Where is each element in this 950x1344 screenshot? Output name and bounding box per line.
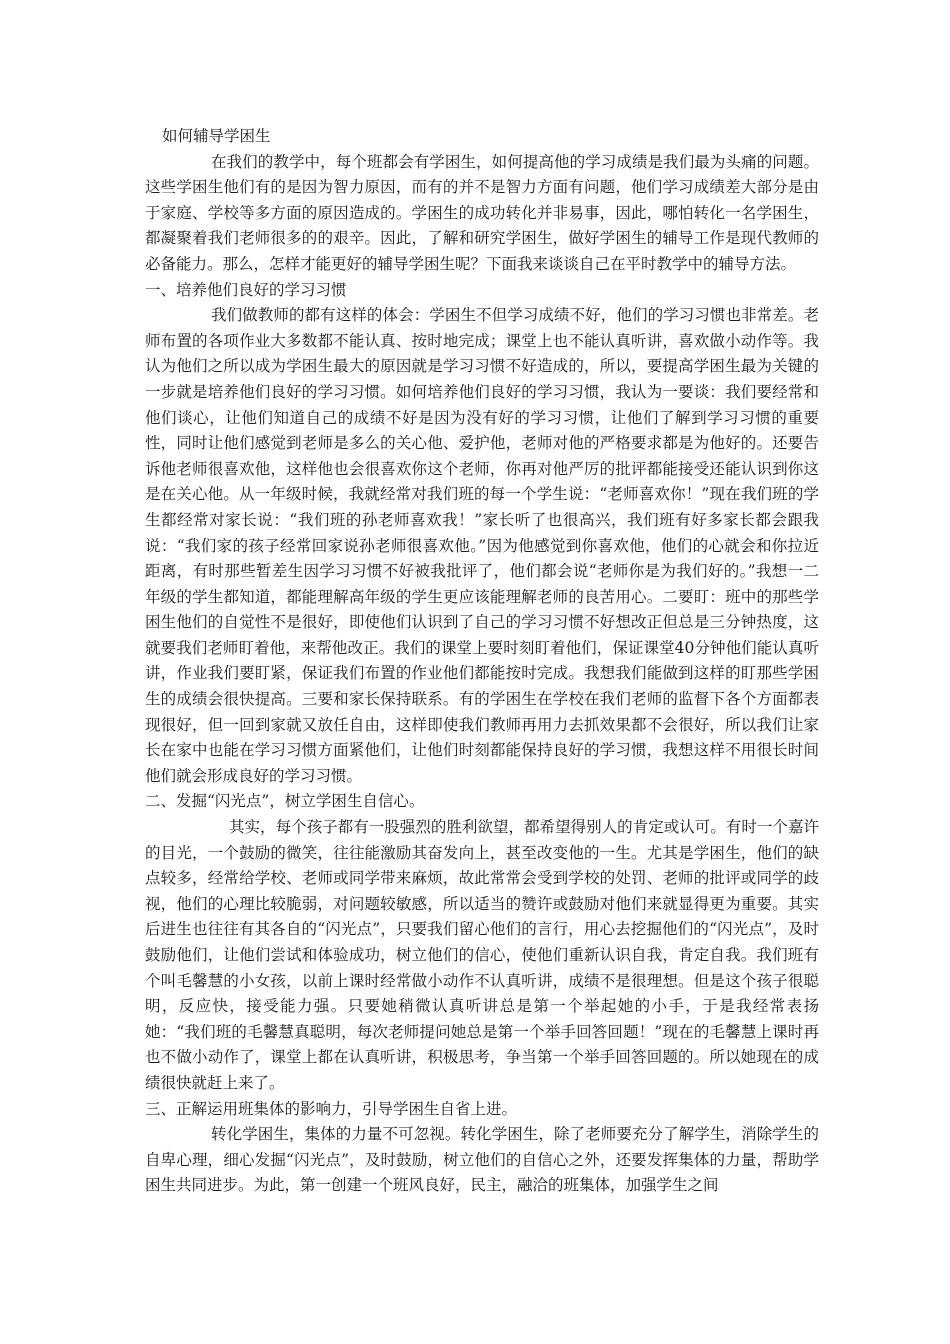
section-1-heading: 一、培养他们良好的学习习惯: [145, 280, 347, 299]
section-3-heading: 三、正解运用班集体的影响力，引导学困生自省上进。: [145, 1099, 518, 1118]
section-2-body: 其实，每个孩子都有一股强烈的胜利欲望，都希望得别人的肯定或认可。有时一个嘉许的目光，一个鼓励的微笑，往往能激励其奋发向上，甚至改变他的一生。尤其是学困生，他们的缺点较多，经常给学校、老师或同学带来麻烦，故此常常会受到学校的处罚、老师的批评或同学的歧视，他们的心理比较脆弱，对问题较敏感，所以适当的赞许或鼓励对他们来就显得更为重要。其实后进生也往往有其各自的“闪光点”，只要我们留心他们的言行，用心去挖掘他们的“闪光点”，及时鼓励他们，让他们尝试和体验成功，树立他们的信心，使他们重新认识自我，肯定自我。我们班有个叫毛馨慧的小女孩，以前上课时经常做小动作不认真听讲，成绩不是很理想。但是这个孩子很聪明，反应快，接受能力强。只要她稍微认真听讲总是第一个举起她的小手，于是我经常表扬她：“我们班的毛馨慧真聪明，每次老师提问她总是第一个举手回答回题！”现在的毛馨慧上课时再也不做小动作了，课堂上都在认真听讲，积极思考，争当第一个举手回答回题的。所以她现在的成绩很快就赶上来了。: [145, 818, 819, 1092]
document-page: [145, 124, 819, 1199]
intro-paragraph: 在我们的教学中，每个班都会有学困生，如何提高他的学习成绩是我们最为头痛的问题。这些学困生他们有的是因为智力原因，而有的并不是智力方面有问题，他们学习成绩差大部分是由于家庭、学校等多方面的原因造成的。学困生的成功转化并非易事，因此，哪怕转化一名学困生，都凝聚着我们老师很多的的艰辛。因此，了解和研究学困生，做好学困生的辅导工作是现代教师的必备能力。那么，怎样才能更好的辅导学困生呢？下面我来谈谈自己在平时教学中的辅导方法。: [145, 152, 819, 273]
section-3-body: 转化学困生，集体的力量不可忽视。转化学困生，除了老师要充分了解学生，消除学生的自卑心理，细心发掘“闪光点”，及时鼓励，树立他们的自信心之外，还要发挥集体的力量，帮助学困生共同进步。为此，第一创建一个班风良好，民主，融洽的班集体，加强学生之间: [145, 1125, 819, 1195]
document-title: 如何辅导学困生: [162, 127, 271, 145]
section-1-body: 我们做教师的都有这样的体会：学困生不但学习成绩不好，他们的学习习惯也非常差。老师布置的各项作业大多数都不能认真、按时地完成；课堂上也不能认真听讲，喜欢做小动作等。我认为他们之所以成为学困生最大的原因就是学习习惯不好造成的，所以，要提高学困生最为关键的一步就是培养他们良好的学习习惯。如何培养他们良好的学习习惯，我认为一要谈：我们要经常和他们谈心，让他们知道自己的成绩不好是因为没有好的学习习惯，让他们了解到学习习惯的重要性，同时让他们感觉到老师是多么的关心他、爱护他，老师对他的严格要求都是为他好的。还要告诉他老师很喜欢他，这样他也会很喜欢你这个老师，你再对他严厉的批评都能接受还能认识到你这是在关心他。从一年级时候，我就经常对我们班的每一个学生说：“老师喜欢你！”现在我们班的学生都经常对家长说：“我们班的孙老师喜欢我！”家长听了也很高兴，我们班有好多家长都会跟我说：“我们家的孩子经常回家说孙老师很喜欢他。”因为他感觉到你喜欢他，他们的心就会和你拉近距离，有时那些暂差生因学习习惯不好被我批评了，他们都会说“老师你是为我们好的。”我想一二年级的学生都知道，都能理解高年级的学生更应该能理解老师的良苦用心。二要盯：班中的那些学困生他们的自觉性不是很好，即使他们认识到了自己的学习习惯不好想改正但总是三分钟热度，这就要我们老师盯着他，来帮他改正。我们的课堂上要时刻盯着他们，保证课堂40分钟他们能认真听讲，作业我们要盯紧，保证我们布置的作业他们都能按时完成。我想我们能做到这样的盯那些学困生的成绩会很快提高。三要和家长保持联系。有的学困生在学校在我们老师的监督下各个方面都表现很好，但一回到家就又放任自由，这样即使我们教师再用力去抓效果都不会很好，所以我们让家长在家中也能在学习习惯方面紧他们，让他们时刻都能保持良好的学习惯，我想这样不用很长时间他们就会形成良好的学习习惯。: [145, 306, 819, 785]
section-2-heading: 二、发掘“闪光点”，树立学困生自信心。: [145, 792, 425, 811]
